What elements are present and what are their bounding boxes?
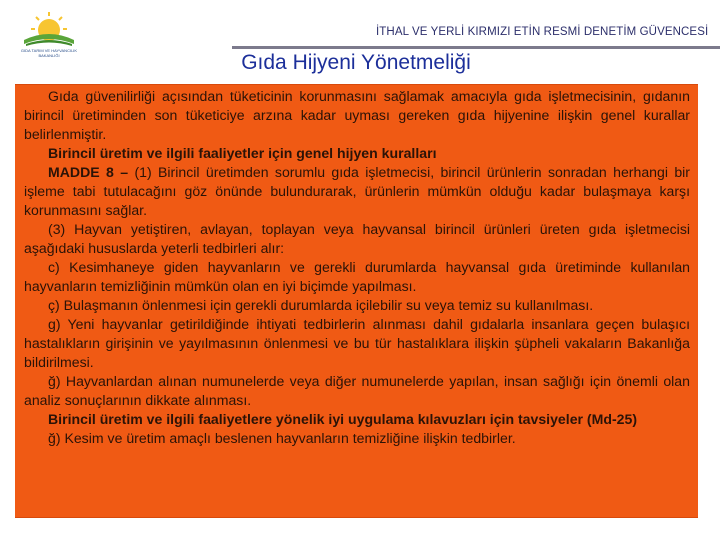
logo-text-line2: BAKANLIĞI <box>38 53 60 58</box>
clause-3-paragraph: (3) Hayvan yetiştiren, avlayan, toplayan veya hayvansal birincil ürünleri üreten gıda işletmecisi aşağıdaki hususlarda yeterli tedbirleri alır: <box>24 221 690 256</box>
section-heading-general-hygiene: Birincil üretim ve ilgili faaliyetler için genel hijyen kuralları <box>48 145 437 161</box>
article-8-paragraph <box>24 163 690 220</box>
article-text: (1) Birincil üretimden sorumlu gıda işletmecisi, birincil ürünlerin sonradan herhangi bir işleme tabi tutulacağını göz önünde bulundurarak, ürünlerin mümkün olduğu kadar bulaşmaya karşı korunmasını sağlar. <box>24 164 690 218</box>
clause-gg-paragraph: ğ) Hayvanlardan alınan numunelerde veya diğer numunelerde yapılan, insan sağlığı için önemli olan analiz sonuçlarının dikkate alınması. <box>24 373 690 408</box>
section-heading-good-practice: Birincil üretim ve ilgili faaliyetlere yönelik iyi uygulama kılavuzları için tavsiyeler (Md-25) <box>48 411 638 427</box>
header-divider <box>232 46 720 49</box>
page-title-text: Gıda Hijyeni Yönetmeliği <box>241 51 471 74</box>
header-title: İTHAL VE YERLİ KIRMIZI ETİN RESMİ DENETİM GÜVENCESİ <box>376 26 709 38</box>
clause-gg2-paragraph: ğ) Kesim ve üretim amaçlı beslenen hayvanların temizliğine ilişkin tedbirler. <box>48 430 516 446</box>
page-title <box>0 51 720 75</box>
regulation-text-box <box>15 84 698 518</box>
clause-g-paragraph: g) Yeni hayvanlar getirildiğinde ihtiyati tedbirlerin alınması dahil gıdalarla insanlara geçen bulaşıcı hastalıkların girişinin ve yayılmasının önlenmesi ve bu tür hastalıklara ilişkin şüpheli vakaların Bakanlığa bildirilmesi. <box>24 316 690 370</box>
clause-c-paragraph: c) Kesimhaneye giden hayvanların ve gerekli durumlarda hayvansal gıda üretiminde kullanılan hayvanların temizliğinin mümkün olan en iyi biçimde yapılması. <box>24 259 690 294</box>
article-label: MADDE 8 – <box>48 164 129 180</box>
clause-cc-paragraph: ç) Bulaşmanın önlenmesi için gerekli durumlarda içilebilir su veya temiz su kullanılması. <box>48 297 594 313</box>
intro-paragraph: Gıda güvenilirliği açısından tüketicinin korunmasını sağlamak amacıyla gıda işletmecisinin, gıdanın birincil üretiminden son tüketiciye arzına kadar uyması gereken gıda hijyenine ilişkin genel kurallar belirlenmiştir. <box>24 88 690 142</box>
logo-text-line1: GIDA TARIM VE HAYVANCILIK <box>20 48 78 53</box>
